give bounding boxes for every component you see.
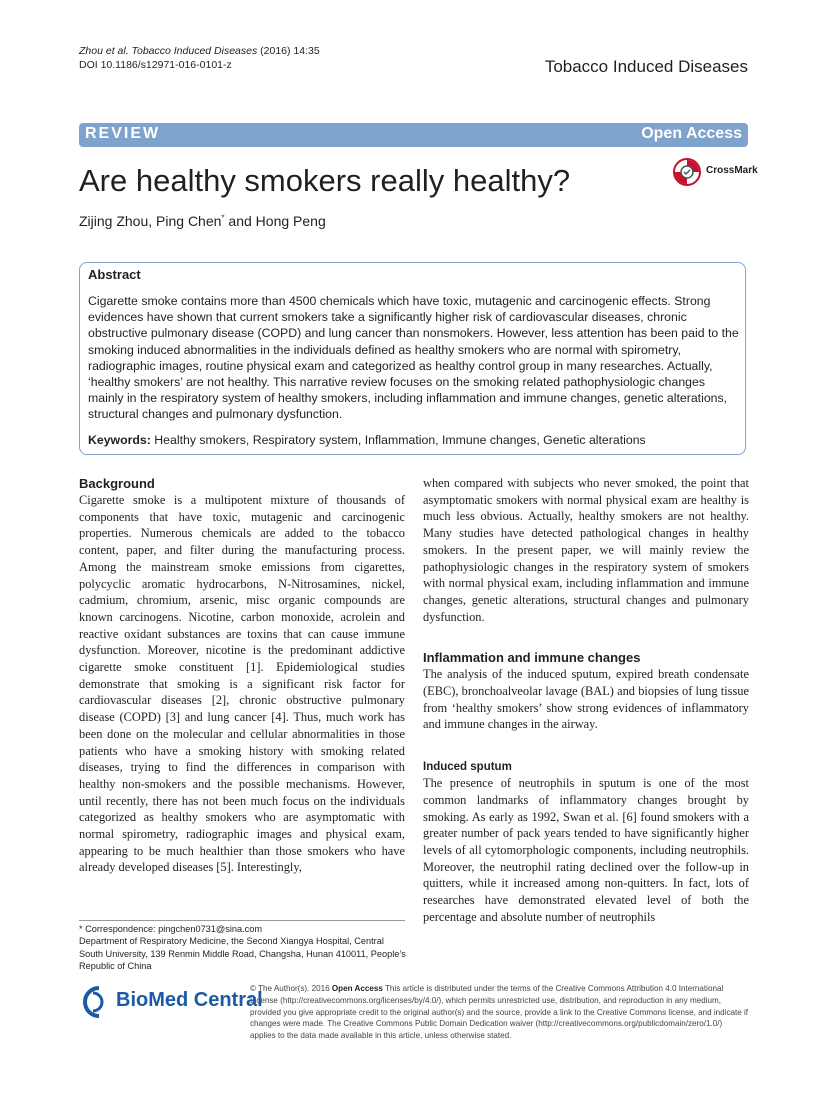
biomed-central-logo-text: BioMed Central <box>116 989 263 1011</box>
crossmark-label[interactable]: CrossMark <box>706 165 758 176</box>
intro-continuation-paragraph: when compared with subjects who never smoked, the point that asymptomatic smokers with normal physical exam are healthy is much less obvious. Actually, healthy smokers are not healthy. Many studies have detected pathological changes in healthy smokers. In the present paper, we will mainly review the pathophysiologic changes in the respiratory system of smokers with normal physical exam, including inflammation and immune changes, genetic alterations, structural changes and pulmonary dysfunction. <box>423 476 749 624</box>
keywords-label: Keywords: <box>88 433 151 447</box>
corresponding-author-mark[interactable]: * <box>221 213 225 223</box>
citation-journal: Zhou et al. Tobacco Induced Diseases <box>79 45 258 57</box>
copyright-lead: © The Author(s). 2016 <box>250 984 332 993</box>
citation-volume: (2016) 14:35 <box>257 45 320 57</box>
author-list <box>79 213 326 229</box>
abstract-heading: Abstract <box>88 267 141 282</box>
abstract-text: Cigarette smoke contains more than 4500 chemicals which have toxic, mutagenic and carcinogenic effects. Strong evidences have shown that current smokers take a significantly higher risk of cardiovascular diseases, chronic obstructive pulmonary disease (COPD) and lung cancer than nonsmokers. However, less attention has been paid to the smoking induced abnormalities in the individuals defined as healthy smokers who are normal with spirometry, radiographic images, routine physical exam and categorized as healthy control group in many researches. Actually, ‘healthy smokers’ are not healthy. This narrative review focuses on the smoking related pathophysiologic changes mainly in the respiratory system of healthy smokers, including inflammation and immune changes, genetic alterations, structural changes and pulmonary dysfunction. <box>88 294 739 422</box>
keywords-list: Healthy smokers, Respiratory system, Inflammation, Immune changes, Genetic alterations <box>150 433 646 447</box>
footnote-divider <box>79 920 405 921</box>
journal-citation <box>79 44 320 72</box>
license-text: This article is distributed under the terms of the Creative Commons Attribution 4.0 International License (http://creativecommons.org/licenses/by/4.0/), which permits unrestricted use, distribution, and reproduction in any medium, provided you give appropriate credit to the original author(s) and the source, provide a link to the Creative Commons license, and indicate if changes were made. The Creative Commons Public Domain Dedication waiver (http://creativecommons.org/publicdomain/zero/1.0/) applies to the data made available in this article, unless otherwise stated. <box>250 984 749 1041</box>
body-column-right <box>423 475 749 925</box>
author-names: Zijing Zhou, Ping Chen <box>79 213 222 229</box>
license-open-access: Open Access <box>331 984 383 993</box>
open-access-label: Open Access <box>641 125 742 142</box>
author-names-tail: and Hong Peng <box>224 213 326 229</box>
license-statement <box>250 983 750 1042</box>
doi-text[interactable]: DOI 10.1186/s12971-016-0101-z <box>79 59 232 71</box>
section-heading-inflammation: Inflammation and immune changes <box>423 650 641 666</box>
article-type-banner <box>79 123 748 147</box>
section-heading-background: Background <box>79 476 155 491</box>
sputum-paragraph: The presence of neutrophils in sputum is one of the most common landmarks of inflammatory changes brought by smoking. As early as 1992, Swan et al. [6] found smokers with a greater number of pack years tended to have significantly higher levels of all cytomorphologic components, including neutrophils. Moreover, the neutrophil rating declined over the follow-up in quitters, while it increased among non-quitters. In fact, lots of researches have demonstrated elevated level of both the percentage and absolute number of neutrophils <box>423 776 749 924</box>
journal-name: Tobacco Induced Diseases <box>544 57 748 76</box>
correspondence-email[interactable]: * Correspondence: pingchen0731@sina.com <box>79 924 262 934</box>
affiliation-text: Department of Respiratory Medicine, the Second Xiangya Hospital, Central South University, 139 Renmin Middle Road, Changsha, Hunan 410011, People’s Republic of China <box>79 936 406 971</box>
article-type-label: REVIEW <box>85 125 161 142</box>
biomed-central-logo-icon <box>79 985 113 1019</box>
background-paragraph: Cigarette smoke is a multipotent mixture of thousands of components that have toxic, mutagenic and carcinogenic properties. Numerous chemicals are added to the tobacco content, paper, and filter during the manufacturing process. Among the mainstream smoke emissions from cigarettes, polycyclic aromatic hydrocarbons, N-Nitrosamines, nickel, cadmium, chromium, arsenic, misc organic compounds are known carcinogens. Nicotine, carbon monoxide, acrolein and reactive oxidant substances are toxins that can cause immune dysfunction. Moreover, nicotine is the predominant addictive cigarette smoke constituent [1]. Epidemiological studies demonstrate that smoking is a significant risk factor for cardiovascular diseases [2], chronic obstructive pulmonary disease (COPD) [3] and lung cancer [4]. Thus, much work has been done on the molecular and cellular abnormalities in those patients who have a smoking history with smoking related diseases, trying to find the differences in comparison with healthy non-smokers and the possible mechanisms. However, until recently, there has not been much focus on the individuals categorized as healthy smokers who are asymptomatic with normal spirometry, radiographic images and physical exam, appearing to be much healthier than those smokers who have already developed diseases [5]. Interestingly, <box>79 493 405 875</box>
keywords <box>88 433 646 447</box>
correspondence-footnote <box>79 923 409 972</box>
inflammation-paragraph: The analysis of the induced sputum, expired breath condensate (EBC), bronchoalveolar lavage (BAL) and biopsies of lung tissue from ‘healthy smokers’ show strong evidences of inflammatory and immune changes in the airway. <box>423 667 749 732</box>
article-title: Are healthy smokers really healthy? <box>79 163 571 198</box>
body-column-left <box>79 475 405 876</box>
subsection-heading-sputum: Induced sputum <box>423 761 512 774</box>
